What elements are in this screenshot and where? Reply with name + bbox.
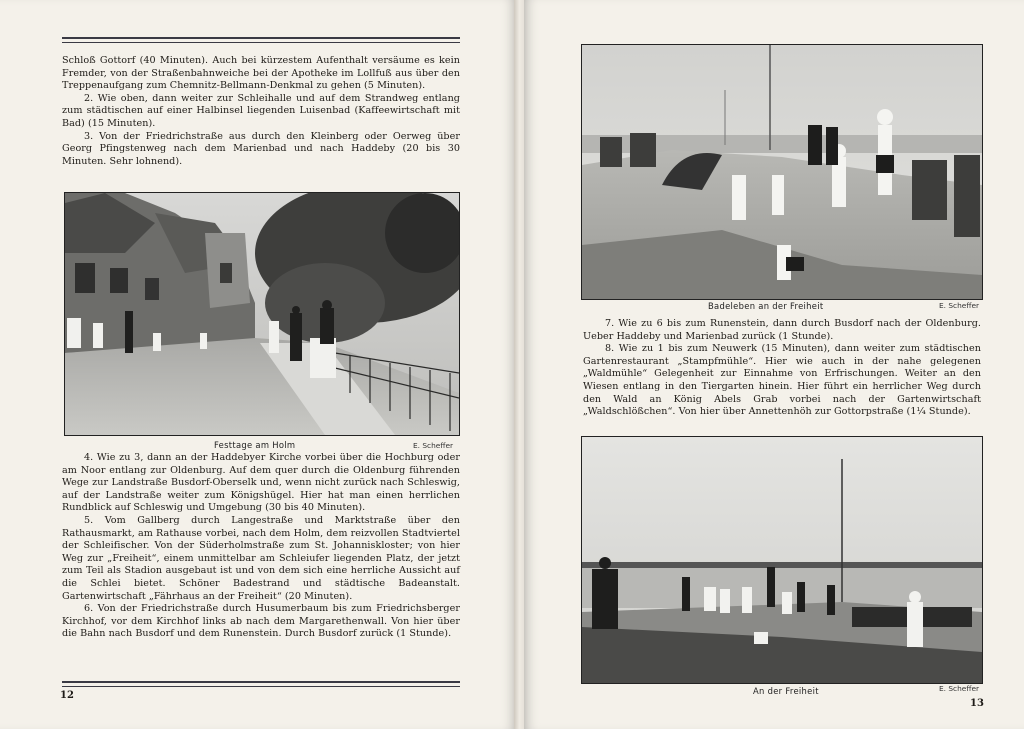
text-block-bottom [62, 452, 460, 641]
photo-an-der-freiheit [581, 436, 983, 684]
paragraph-4: 4. Wie zu 3, dann an der Haddebyer Kirche vorbei über die Hochburg oder am Noor entlang zur Oldenburg. Auf dem quer durch die Oldenburg führenden Wege zur Landstraße Busdorf-Oberselk und, wenn nicht zurück nach Schleswig, auf der Landstraße weiter zum Königshügel. Hier hat man einen herrlichen Rundblick auf Schleswig und Umgebung (30 bis 40 Minuten). [62, 452, 460, 514]
page-number-right: 13 [970, 698, 984, 709]
paragraph-8: 8. Wie zu 1 bis zum Neuwerk (15 Minuten), dann weiter zum städtischen Gartenrestaurant „Stampfmühle“. Hier wie auch in der nahe gelegenen „Waldmühle“ Gelegenheit zur Einnahme von Erfrischungen. Weiter an den Wiesen entlang in den Tiergarten hinein. Hier führt ein herrlicher Weg durch den Wald an König Abels Grab vorbei nach der Gartenwirtschaft „Waldschlößchen“. Von hier über Annettenhöh zur Gottorpstraße (1¼ Stunde). [583, 343, 981, 418]
photo-credit-holm: E. Scheffer [413, 441, 454, 450]
photo-caption-freiheit: An der Freiheit [753, 686, 819, 696]
paragraph-1: Schloß Gottorf (40 Minuten). Auch bei kürzestem Aufenthalt versäume es kein Fremder, von der Straßenbahnweiche bei der Apotheke im Lollfuß aus über den Treppenaufgang zum Chemnitz-Bellmann-Denkmal zu gehen (5 Minuten). [62, 55, 460, 92]
paragraph-7: 7. Wie zu 6 bis zum Runenstein, dann durch Busdorf nach der Oldenburg. Ueber Haddeby und Marienbad zurück (1 Stunde). [583, 318, 981, 342]
paragraph-6: 6. Von der Friedrichstraße durch Husumerbaum bis zum Friedrichsberger Kirchhof, vor dem Kirchhof links ab nach dem Margarethenwall. Von hier über die Bahn nach Busdorf und dem Runenstein. Durch Busdorf zurück (1 Stunde). [62, 603, 460, 640]
photo-credit-badeleben: E. Scheffer [939, 301, 980, 310]
text-block-right [583, 318, 981, 419]
photo-badeleben [581, 44, 983, 300]
paragraph-3: 3. Von der Friedrichstraße aus durch den Kleinberg oder Oerweg über Georg Pfingstenweg nach dem Marienbad und nach Haddeby (20 bis 30 Minuten. Sehr lohnend). [62, 130, 460, 167]
paragraph-5: 5. Vom Gallberg durch Langestraße und Marktstraße über den Rathausmarkt, am Rathause vorbei, nach dem Holm, dem reizvollen Stadtviertel der Schleifischer. Von der Süderholmstraße zum St. Johanniskloster; von hier Weg zur „Freiheit“, einem unmittelbar am Schleiufer liegenden Platz, der jetzt zum Teil als Stadion ausgebaut ist und von dem sich eine herrliche Aussicht auf die Schlei bietet. Schöner Badestrand und städtische Badeanstalt. Gartenwirtschaft „Fährhaus an der Freiheit“ (20 Minuten). [62, 514, 460, 602]
page-number-left: 12 [60, 690, 74, 701]
photo-caption-badeleben: Badeleben an der Freiheit [708, 301, 824, 311]
photo-credit-freiheit: E. Scheffer [939, 684, 980, 693]
bottom-rule [62, 681, 460, 687]
text-block-top [62, 55, 460, 168]
paragraph-2: 2. Wie oben, dann weiter zur Schleihalle und auf dem Strandweg entlang zum städtischen auf einer Halbinsel liegenden Luisenbad (Kaffeewirtschaft mit Bad) (15 Minuten). [62, 92, 460, 129]
photo-caption-holm: Festtage am Holm [214, 440, 296, 450]
photo-festtage-am-holm [64, 192, 460, 436]
top-rule [62, 37, 460, 43]
